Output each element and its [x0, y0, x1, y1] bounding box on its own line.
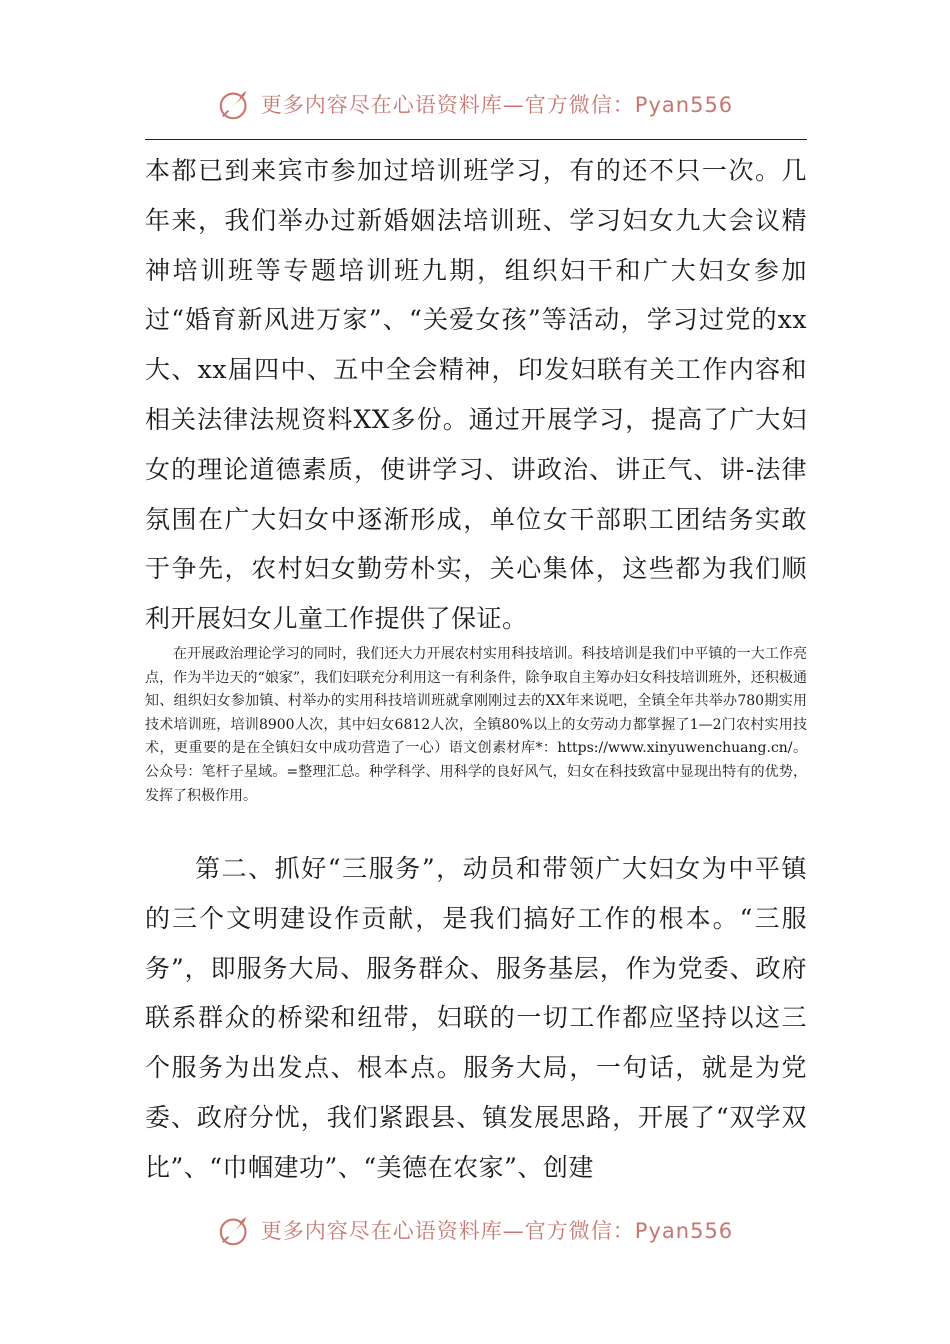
body-section-3 — [145, 844, 807, 1193]
header-divider — [145, 139, 807, 140]
paragraph-2: 在开展政治理论学习的同时，我们还大力开展农村实用科技培训。科技培训是我们中平镇的一大工作亮点，作为半边天的“娘家”，我们妇联充分利用这一有利条件，除争取自主筹办妇女科技培训班外，还积极通知、组织妇女参加镇、村举办的实用科技培训班就拿刚刚过去的XX年来说吧，全镇全年共举办780期实用技术培训班，培训8900人次，其中妇女6812人次，全镇80%以上的女劳动力都掌握了1—2门农村实用技术，更重要的是在全镇妇女中成功营造了一心）语文创素材库*：https://www.xinyuwenchuang.cn/。公众号：笔杆子星域。=整理汇总。种学科学、用科学的良好风气，妇女在科技致富中显现出特有的优势，发挥了积极作用。 — [145, 646, 807, 804]
quill-logo-icon — [217, 85, 255, 123]
header-banner — [0, 82, 950, 126]
paragraph-1: 本都已到来宾市参加过培训班学习，有的还不只一次。几年来，我们举办过新婚姻法培训班、学习妇女九大会议精神培训班等专题培训班九期，组织妇干和广大妇女参加过“婚育新风进万家”、“关爱女孩”等活动，学习过党的xx大、xx届四中、五中全会精神，印发妇联有关工作内容和相关法律法规资料XX多份。通过开展学习，提高了广大妇女的理论道德素质，使讲学习、讲政治、讲正气、讲-法律氛围在广大妇女中逐渐形成，单位女干部职工团结务实敢于争先，农村妇女勤劳朴实，关心集体，这些都为我们顺利开展妇女儿童工作提供了保证。 — [145, 156, 807, 634]
footer-banner — [0, 1208, 950, 1252]
body-section-1 — [145, 146, 807, 644]
quill-logo-icon — [217, 1211, 255, 1249]
footer-banner-text: 更多内容尽在心语资料库—官方微信：Pyan556 — [260, 1219, 734, 1243]
header-banner-text: 更多内容尽在心语资料库—官方微信：Pyan556 — [260, 93, 734, 117]
body-section-2 — [145, 643, 807, 808]
paragraph-3: 第二、抓好“三服务”，动员和带领广大妇女为中平镇的三个文明建设作贡献，是我们搞好工作的根本。“三服务”，即服务大局、服务群众、服务基层，作为党委、政府联系群众的桥梁和纽带，妇联的一切工作都应坚持以这三个服务为出发点、根本点。服务大局，一句话，就是为党委、政府分忧，我们紧跟县、镇发展思路，开展了“双学双比”、“巾帼建功”、“美德在农家”、创建 — [145, 854, 807, 1182]
